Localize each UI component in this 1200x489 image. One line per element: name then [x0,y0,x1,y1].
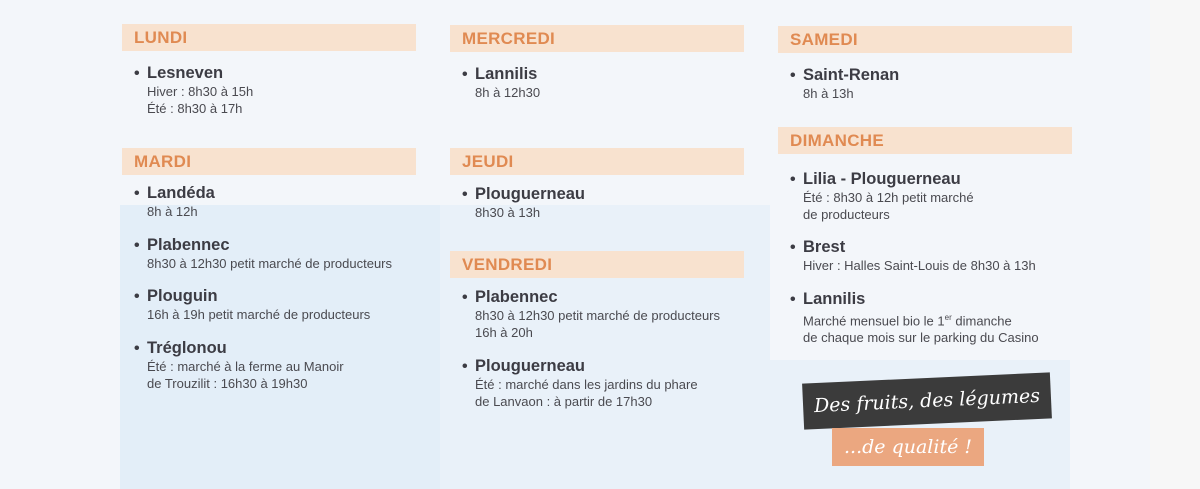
market-detail: 8h30 à 12h30 petit marché de producteurs [475,308,721,323]
market-entry [790,66,899,102]
market-name: • Plabennec [134,236,230,254]
market-detail: 16h à 19h petit marché de producteurs [147,307,371,322]
market-entry [134,339,344,392]
market-name: • Plouguin [134,287,218,305]
market-entry [790,238,1036,274]
market-entry [462,65,540,101]
market-name: • Landéda [134,184,215,202]
market-name: • Lannilis [462,65,538,83]
market-detail: Été : marché à la ferme au Manoir [147,359,344,374]
market-entry [462,288,720,341]
market-name: • Lannilis [790,290,866,308]
market-detail: 8h à 12h30 [475,85,541,100]
market-entry [462,357,698,410]
market-detail: Été : 8h30 à 17h [147,101,243,116]
market-detail: 8h à 12h [147,204,198,219]
day-header-jeudi: JEUDI [450,148,744,175]
day-header-samedi: SAMEDI [778,26,1072,53]
market-name: • Brest [790,238,846,256]
market-detail: 8h30 à 12h30 petit marché de producteurs [147,256,393,271]
market-detail: Été : marché dans les jardins du phare [475,377,698,392]
market-detail: de chaque mois sur le parking du Casino [803,330,1039,346]
day-header-lundi: LUNDI [122,24,416,51]
page-edge [1150,0,1200,489]
market-name: • Plouguerneau [462,185,586,203]
market-detail: 8h à 13h [803,86,854,101]
market-name: • Tréglonou [134,339,227,357]
day-header-mercredi: MERCREDI [450,25,744,52]
market-entry [462,185,585,221]
day-header-dimanche: DIMANCHE [778,127,1072,154]
market-detail: Hiver : 8h30 à 15h [147,84,254,99]
market-detail: Marché mensuel bio le 1er dimanche [803,313,1012,329]
market-name: • Saint-Renan [790,66,900,84]
market-detail: de Trouzilit : 16h30 à 19h30 [147,376,308,391]
promo-banner-tag-text: ...de qualité ! [844,436,972,458]
market-entry [790,290,1039,346]
day-header-mardi: MARDI [122,148,416,175]
market-entry [790,170,974,223]
promo-banner-text: Des fruits, des légumes [813,384,1041,418]
background-panel-middle [440,205,770,489]
market-name: • Lilia - Plouguerneau [790,170,961,188]
market-entry [134,184,215,220]
market-detail: Hiver : Halles Saint-Louis de 8h30 à 13h [803,258,1036,273]
market-detail: de producteurs [803,207,890,222]
market-name: • Plabennec [462,288,558,306]
market-detail: 16h à 20h [475,325,533,340]
market-detail: 8h30 à 13h [475,205,541,220]
market-entry [134,236,392,272]
market-detail: de Lanvaon : à partir de 17h30 [475,394,653,409]
market-detail: Été : 8h30 à 12h petit marché [803,190,974,205]
promo-banner-tag [832,428,984,466]
market-entry [134,287,370,323]
market-entry [134,64,253,117]
day-header-vendredi: VENDREDI [450,251,744,278]
market-name: • Plouguerneau [462,357,586,375]
market-name: • Lesneven [134,64,224,82]
